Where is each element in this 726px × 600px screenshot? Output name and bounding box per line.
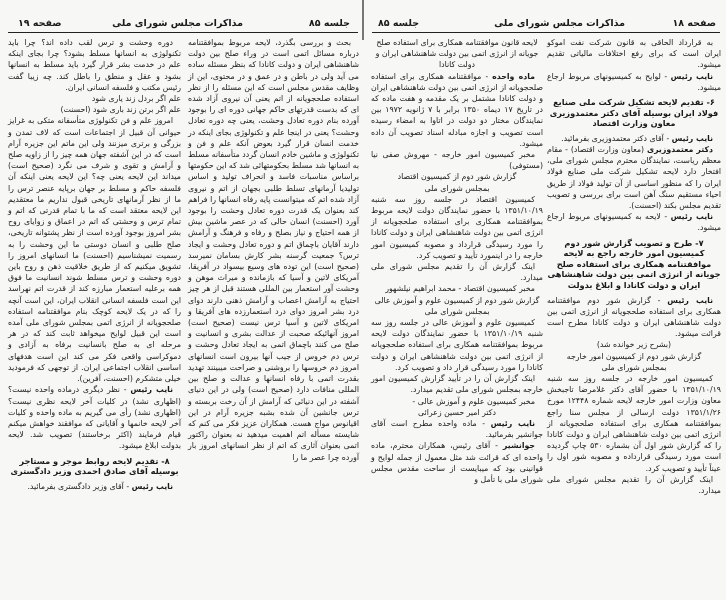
paragraph (8, 104, 181, 115)
paragraph-text: مخبر کمیسیون اقتصاد - محمد ابراهیم نیلشهور (385, 284, 535, 294)
speaker-name: دکتر معتمدوزیری (646, 145, 713, 154)
paragraph (371, 396, 543, 407)
paragraph-text: - لوایح به کمیسیونهای مربوط ارجاع میشود. (547, 71, 721, 92)
paragraph-text: - نظر دیگری درماده واحده نیست؟ (اظهاری نشد) در کلیات آخر لایحه نظری نیست؟ (اظهاری نشد) رأی می گیریم به ماده واحده و کلیات آخر لایحه خانمها و آقایانی که موافقند خواهش میکنم قیام فرمایند (اکثر برخاستند) تصویب شد. لایحه بدولت ابلاغ میشود. (8, 385, 181, 451)
speaker-name: نایب رئیس (670, 212, 714, 222)
paragraph-text: اینک گزارش آن را تقدیم مجلس شورای ملی میدارد. (371, 262, 543, 283)
paragraph-text: ۶- تقدیم لایحه تشکیل شرکت ملی صنایع فولاد ایران بوسیله آقای دکتر معتمدوزیری معاون وزارت اقتصاد (549, 97, 719, 129)
page-spine (362, 0, 364, 40)
paragraph-text: - گزارش شور دوم موافقتنامه همکاری برای استفاده صلحجویانه از انرژی اتمی بین دولت شاهنشاهی ایران و دولت کانادا مطرح است قرائت میشود. (547, 295, 721, 339)
running-title: مذاکرات مجلس شورای ملی (112, 18, 243, 29)
paragraph (547, 144, 721, 211)
paragraph (8, 93, 181, 104)
paragraph-text: گزارش شور دوم از کمیسیون علوم و آموزش عالی (374, 295, 540, 305)
paragraph-text: اینک گزارش آن را در تأیید گزارش کمیسیون امور خارجه بمجلس شورای ملی تقدیم میدارد. (371, 374, 543, 395)
section-heading (547, 238, 721, 291)
paragraph (547, 339, 721, 350)
header-right-page (372, 16, 720, 33)
speaker-name: نایب رئیس (130, 385, 174, 395)
paragraph (547, 351, 721, 362)
speaker-name: ماده واحده (492, 71, 535, 81)
paragraph (371, 440, 543, 485)
paragraph-text: مخبر کمیسیون علوم و آموزش عالی - (412, 396, 535, 406)
paragraph-text: به قرارداد الحاقی به قانون شرکت نفت اموکو ایران است که برای رفع اختلافات مالیاتی تقدیم میشود. (547, 38, 721, 70)
paragraph-text: بمجلس شورای ملی (601, 362, 667, 372)
paragraph (371, 71, 543, 149)
paragraph (371, 407, 543, 418)
paragraph (371, 261, 543, 283)
paragraph-text: بحث و بررسی بگذرد، لایحه مربوط بموافقتنامه درباره مسائل اتمی است در وراء صلح بین دولت شاهنشاهی ایران و دولت کانادا که بنظر مسئله ساده می آید ولی در باطن و در عمق و در محتوی، این از وظایف مقدس مجلس است که این مسئله را از نظر استفاده صلحجویانه از اتم یعنی آن نیروی آزاد شده ای که بدست قدرتهای حاکم جهانی دوره ای را بوجود آورده بنام دوره تعادل وحشت، یعنی چه دوره تعادل وحشت؟ یعنی در اینجا علم و تکنولوژی بجای اینکه در خدمت انسان قرار گیرد بعوض آنکه علم و فن و تکنولوژی و ماشین خادم انسان گردد متأسفانه مسلط به انسانها شد مسلط بحکومتهائی شد که این حکومتها براساس مناسبات فاسد و انحراف تولید و اساس تولیدیا آرمانهای تسلط طلبی بجهان از اتم و نیروی آزاد شده اتم که میتوانست پایه رفاه انسانها را فراهم کند بعنوان یک قدرت دوره تعادل وحشت را بوجود آورد (احسنت) انسان حالی که در عصر ماشین بیش از همه احتیاج و نیاز بصلح و رفاه و فرهنگ و آرامش دارند آقایان باچماق اتم و دوره تعادل وحشت و ایجاد ترس؟ جمعیت گرسنه بشر کارش بسامان نمیرسد (صحیح است) این توده های وسیع بیسواد در آفریقا، آمریکای لاتین و آسیا که بازمانده و میراث موهن و وحشت آور استعمار بین المللی هستند قبل از هر چیز احتیاج به آرامش اعصاب و آرامش ذهنی دارند دوای درد بشر امروز دوای درد استعمارزده های آفریقا و امریکای لاتین و آسیا ترس نیست (صحیح است) امروز آنهائیکه صحبت از عدالت بشری و انسانیت و صلح می کنند باچماق اتمی به ایجاد تعادل وحشت و ترس دم خروس از جیب آنها بیرون است انسانهای امروز دم خروسها را بروشنی و صراحت میبینند تهدید بقدرت اتمی با رفاه انسانها و عدالت و صلح بین المللی منافات دارد (صحیح است) ولی در این دنیای آشفته در این دنیائی که آرامش از آن رخت بربسته و ترس جانشین آن شده بشبه جزیره آرام در این اقیانوس مواج هست. همکاران عزیز فکر می کنم که شایسته مسأله اتم اهمیت میدهید نه بعنوان راکتور اتمی بعنوان آثاری که اتم از نظر انسانهای امروز بار آورده چرا عصر ما را (188, 38, 359, 462)
paragraph-text: کمیسیون علوم و آموزش عالی در جلسه روز سه شنبه ۱۳۵۱/۱۰/۱۹ با حضور نمایندگان دولت لایحه مربوط بموافقتنامه همکاری برای استفاده صلحجویانه از انرژی اتمی بین دولت شاهنشاهی ایران و دولت کانادا را مورد رسیدگی قرار داد و تصویب کرد. (371, 318, 543, 372)
paragraph-text: - آقای رئیس، همکاران محترم، ماده واحده ای که قرائت شد مثل معمول از جمله لوایح و قوانینی بود که میبایست از ساحت مقدس مجلس شورای ملی با تأمل و (371, 441, 543, 484)
paragraph-text: امروز علم و فن تکنولوژی متأسفانه متکی به غرایز حیوانی آن قبیل از اجتماعات است که لاف تمدن و بزرگی و برتری میزنند ولی این ماتم این جزیره آرام است که در این آشفته جهان همه چیز را از زاویه صلح و آرامش و تقوی و شرف می نگرد (صحیح است) میداند این لایحه یعنی چه؟ این لایحه یعنی اینکه آن فلسفه حاکم و مسلط بر جهان برپایه عنصر ترس را ما از نظر آرمانهای تاریخی قبول نداریم ما معتقدیم این لایحه معتقد است که ما با تمام قدرتی که اتم و تمام ترس و وحشتی که اتم در اعماق و زوایای روح بشر امروز بوجود آورده است از نظر پشتوانه تاریخی، صلح طلبی و انسان دوستی ما این وحشت را به رسمیت نمیشناسیم (احسنت) ما انسانهای امروز را تشویق میکنیم که از طریق خلاقیت ذهن و روح باین دوره وحشت و ترس مسلط شوند انسانیت ما فوق همه برعلیه استعمار مبارزه کند از قدرت اتم نهراسد این است فلسفه انسانی انقلاب ایران، این است آنچه را که در یک لایحه کوچک بنام موافقتنامه استفاده صلحجویانه از انرژی اتمی بمجلس شورای ملی آمده است این قبیل لوایح میخواهد ثابت کند که در هر مرحله ای به صلح بانسانیت برفاه به آزادی و دموکراسی واقعی فکر می کند این است هدفهای اساسی انقلاب اجتماعی ایران. از توجهی که فرمودید خیلی متشکرم (احسنت، آفرین). (8, 116, 181, 384)
paragraph (371, 306, 543, 317)
paragraph (371, 149, 543, 171)
paragraph-text: کمیسیون امور خارجه در جلسه روز سه شنبه ۱۳۵۱/۱۰/۱۹ با حضور آقای دکتر غلامرضا تاجبخش معاون وزارت امور خارجه لایحه شماره ۱۲۴۴۸ مورخ ۱۳۵۱/۱/۲۶ دولت ارسالی از مجلس سنا راجع بموافقتنامه همکاری برای استفاده صلحجویانه از انرژی اتمی بین دولت شاهنشاهی ایران و دولت کانادا را که گزارش شور اول آن بشماره ۵۳۰ چاپ گردیده است مورد رسیدگی قرارداده و مصوبه شور اول را عیناً تأیید و تصویب کرد. (547, 374, 722, 473)
paragraph (547, 373, 721, 474)
paragraph (371, 171, 543, 182)
speaker-name: نایب رئیس (671, 133, 713, 143)
paragraph (547, 211, 721, 233)
paragraph-text: - آقای وزیر دادگستری بفرمائید. (27, 481, 132, 491)
paragraph (371, 283, 543, 294)
paragraph (547, 362, 721, 373)
paragraph-text: لایحه قانون موافقتنامه همکاری برای استفاده صلح جویانه از انرژی اتمی بین دولت شاهنشاهی ایران و دولت کانادا (375, 38, 539, 70)
page-number: صفحه ۱۸ (672, 18, 716, 29)
speaker-name: نایب رئیس (490, 418, 536, 428)
running-title: مذاکرات مجلس شورای ملی (494, 18, 625, 29)
page-number: صفحه ۱۹ (18, 18, 62, 29)
paragraph-text: - موافقتنامه همکاری برای استفاده صلحجویانه از انرژی اتمی بین دولت شاهنشاهی ایران و دولت کانادا مشتمل بر یک مقدمه و هفت ماده که در تاریخ ۱۷ دیماه ۱۳۵۰ برابر با ۷ ژانویه ۱۹۷۲ بین نمایندگان مختار دو دولت در اتاوا به امضاء رسیده است تصویب و اجازه مبادله اسناد تصویب آن داده میشود. (371, 71, 544, 148)
paragraph-text: علم اگر بردل زند یاری شود (91, 94, 181, 104)
header-left-page (8, 16, 358, 33)
paragraph (371, 295, 543, 306)
paragraph (547, 37, 721, 71)
paragraph-text: - آقای دکتر معتمدوزیری بفرمائید. (561, 133, 672, 143)
paragraph-text: اینک گزارش آن را تقدیم مجلس شورای ملی میدارد. (547, 474, 721, 496)
paragraph (371, 373, 543, 395)
paragraph (371, 194, 543, 261)
paragraph (8, 481, 181, 492)
paragraph-text: - ماده واحده مطرح است آقای جوانشیر بفرمائید. (371, 418, 543, 440)
paragraph-text: کمیسیون اقتصاد در جلسه روز سه شنبه ۱۳۵۱/۱۰/۱۹ با حضور نمایندگان دولت لایحه مربوط بموافقتنامه همکاری برای استفاده صلحجویانه از انرژی اتمی بین دولت شاهنشاهی ایران و دولت کانادا را مورد رسیدگی قرارداد و مصوبه کمیسیون امور خارجه را در اینمورد تأیید و تصویب کرد. (371, 194, 543, 260)
paragraph-text: (معاون وزارت اقتصاد) - مقام معظم ریاست، نمایندگان محترم مجلس شورای ملی، افتخار دارد لایحه تشکیل شرکت ملی صنایع فولاد ایران را که منظور اساسی از آن تولید فولاد از طریق احیاء مستقیم سنگ آهن است برای بررسی و تصویب تقدیم مجلس بکند (احسنت). (547, 145, 721, 211)
paragraph (8, 115, 181, 384)
paragraph (547, 295, 721, 340)
paragraph (371, 183, 543, 194)
section-heading (547, 97, 721, 129)
paragraph (547, 133, 721, 144)
paragraph-text: - لایحه به کمیسیونهای مربوط ارجاع میشود. (547, 212, 721, 233)
paragraph (547, 71, 721, 93)
paragraph (371, 418, 543, 440)
paragraph-text: علم اگر برتن زند باری شود (احسنت) (60, 105, 181, 115)
text-column-4 (8, 37, 181, 492)
text-column-1 (547, 37, 721, 496)
paragraph (371, 37, 543, 71)
paragraph-text: دوره وحشت و ترس لقب داده اند؟ چرا باید تکنولوژی به انسانها مسلط بشود؟ چرا بجای اینکه علم در خدمت بشر قرار گیرد باید مسلط به انسانها بشود و عقل و منطق را باطل کند. چه زیبا گفت رئیس مکتب و فلسفه انسانی ایران. (8, 38, 181, 92)
paragraph-text: دکتر امیر حسین زعرائی (418, 407, 496, 417)
speaker-name: نایب رئیس (131, 481, 173, 491)
text-column-2 (371, 37, 543, 485)
paragraph-text: گزارش شور دوم از کمیسیون امور خارجه (566, 351, 702, 361)
paragraph (371, 317, 543, 373)
paragraph-text: مخبر کمیسیون امور خارجه - مهروش صفی نیا (مستوفی) (371, 150, 543, 171)
paragraph-text: بمجلس شورای ملی (424, 306, 490, 316)
session-number: جلسه ۸۵ (308, 18, 350, 29)
paragraph-text: ۷- طرح و تصویب گزارش شور دوم کمیسیون امور خارجه راجع به لایحه موافقتنامه همکاری برای استفاده صلح جویانه از انرژی اتمی بین دولت شاهنشاهی ایران و دولت کانادا و ابلاغ بدولت (547, 237, 721, 290)
paragraph-text: (بشرح زیر خوانده شد) (596, 340, 672, 350)
session-number: جلسه ۸۵ (378, 18, 420, 29)
paragraph-text: بمجلس شورای ملی (424, 183, 490, 193)
paragraph-text: ۸- تقدیم لایحه روابط موجر و مستاجر بوسیله آقای صادق احمدی وزیر دادگستری (10, 455, 179, 477)
paragraph (8, 37, 181, 93)
speaker-name: نایب رئیس (670, 71, 713, 81)
speaker-name: نایب رئیس (667, 295, 713, 305)
speaker-name: جوانشیر (502, 441, 535, 451)
text-column-3 (188, 37, 359, 463)
paragraph-text: گزارش شور دوم از کمیسیون اقتصاد (397, 172, 517, 182)
paragraph (188, 37, 359, 463)
paragraph (547, 474, 721, 496)
section-heading (8, 456, 181, 477)
paragraph (8, 384, 181, 451)
